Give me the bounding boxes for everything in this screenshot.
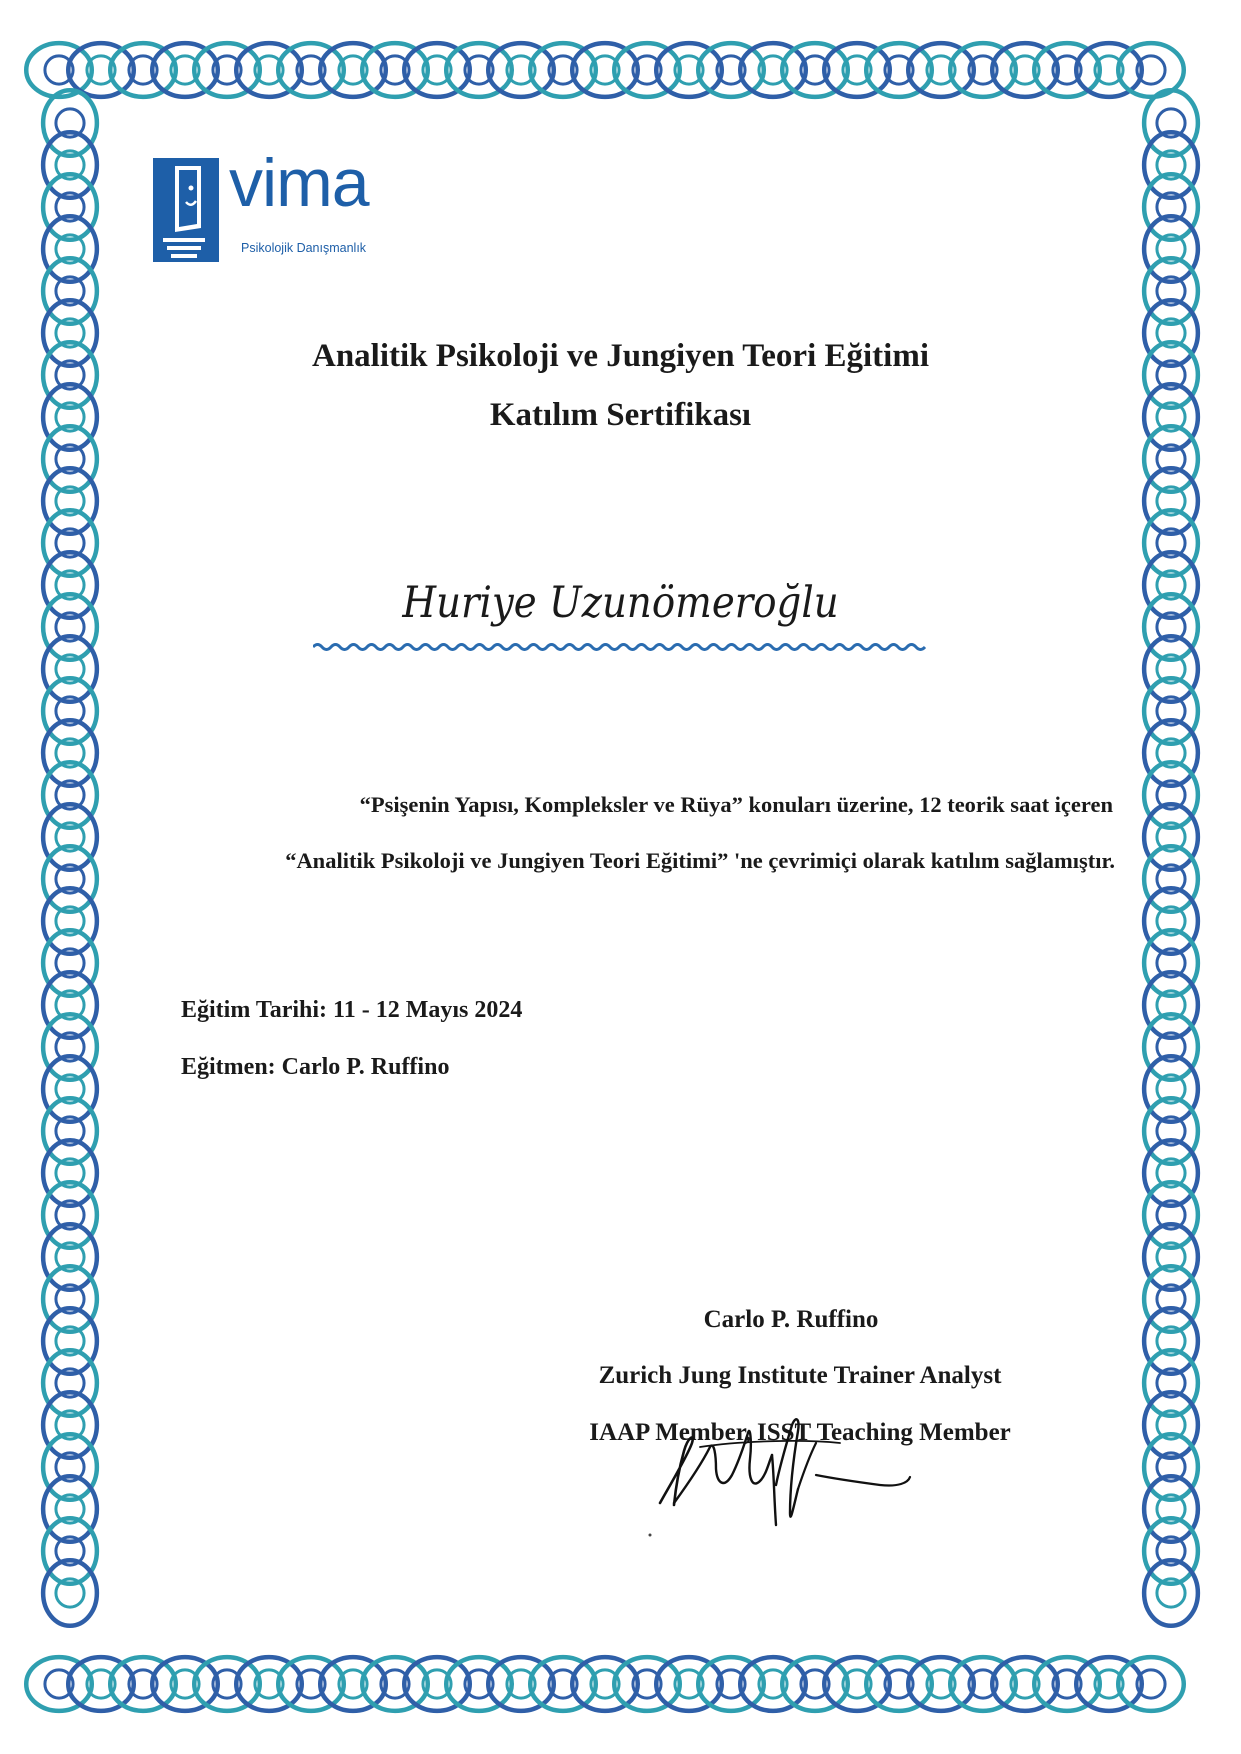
- signatory-name: Carlo P. Ruffino: [703, 1306, 879, 1333]
- signatory-membership: IAAP Member, ISST Teaching Member: [589, 1419, 1011, 1446]
- recipient-underline: [313, 640, 928, 654]
- logo-wordmark: vima: [229, 145, 369, 221]
- signatory-role: Zurich Jung Institute Trainer Analyst: [598, 1362, 1002, 1389]
- trainer-name: Eğitmen: Carlo P. Ruffino: [181, 1054, 450, 1080]
- certificate-subtitle: Katılım Sertifikası: [489, 397, 752, 433]
- recipient-name: Huriye Uzunömeroğlu: [402, 578, 839, 628]
- description-line-1: “Psişenin Yapısı, Kompleksler ve Rüya” konuları üzerine, 12 teorik saat içeren: [359, 792, 1113, 817]
- vima-logo: [153, 145, 383, 263]
- handwritten-signature: [640, 1385, 930, 1545]
- logo-door-icon: [153, 158, 219, 262]
- logo-tagline: Psikolojik Danışmanlık: [241, 241, 367, 255]
- certificate-title: Analitik Psikoloji ve Jungiyen Teori Eğitimi: [312, 338, 929, 374]
- training-date: Eğitim Tarihi: 11 - 12 Mayıs 2024: [181, 997, 523, 1023]
- description-line-2: “Analitik Psikoloji ve Jungiyen Teori Eğitimi” 'ne çevrimiçi olarak katılım sağlamıştır.: [285, 848, 1115, 873]
